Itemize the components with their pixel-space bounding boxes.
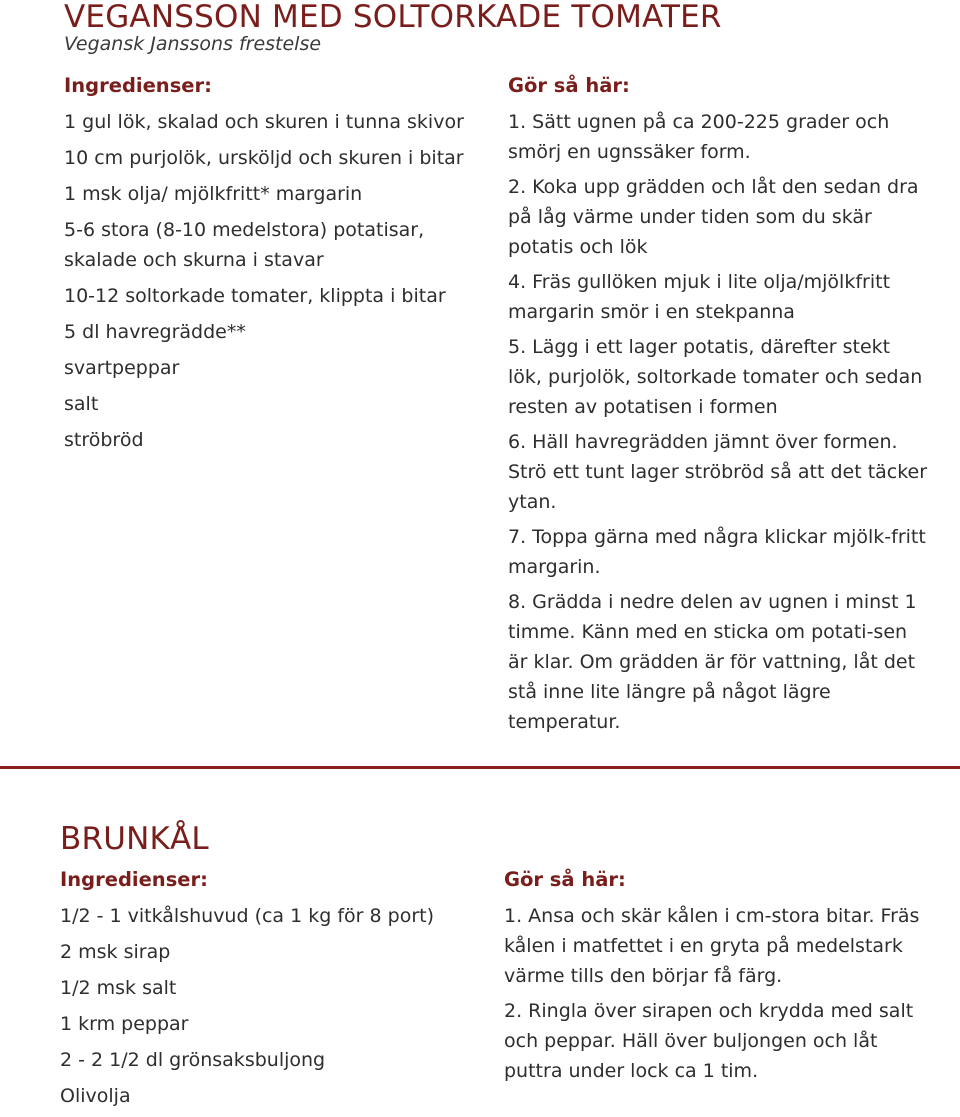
ingredient-item: svartpeppar bbox=[64, 357, 180, 379]
ingredients-list bbox=[60, 901, 480, 1117]
step-item: 5. Lägg i ett lager potatis, därefter stekt lök, purjolök, soltorkade tomater och sedan resten av potatisen i formen bbox=[508, 336, 923, 418]
ingredient-item: 5-6 stora (8-10 medelstora) potatisar, skalade och skurna i stavar bbox=[64, 219, 425, 271]
step-item: 7. Toppa gärna med några klickar mjölk-fritt margarin. bbox=[508, 526, 926, 578]
ingredient-item: 1 gul lök, skalad och skuren i tunna skivor bbox=[64, 111, 464, 133]
steps-list bbox=[504, 901, 924, 1091]
ingredient-item: 10 cm purjolök, ursköljd och skuren i bitar bbox=[64, 147, 464, 169]
recipe-subtitle: Vegansk Janssons frestelse bbox=[64, 33, 322, 55]
ingredient-item: 2 msk sirap bbox=[60, 941, 171, 963]
step-item: 2. Ringla över sirapen och krydda med salt och peppar. Häll över buljongen och låt puttra under lock ca 1 tim. bbox=[504, 1000, 914, 1082]
step-item: 6. Häll havregrädden jämnt över formen. Strö ett tunt lager ströbröd så att det täcker ytan. bbox=[508, 431, 928, 513]
step-item: 4. Fräs gullöken mjuk i lite olja/mjölkfritt margarin smör i en stekpanna bbox=[508, 271, 891, 323]
ingredients-list bbox=[64, 107, 464, 461]
section-divider bbox=[0, 766, 960, 769]
ingredients-heading: Ingredienser: bbox=[64, 74, 212, 97]
ingredient-item: 2 - 2 1/2 dl grönsaksbuljong bbox=[60, 1049, 326, 1071]
step-item: 1. Ansa och skär kålen i cm-stora bitar. Fräs kålen i matfettet i en gryta på medelstark värme tills den börjar få färg. bbox=[504, 905, 920, 987]
step-item: 1. Sätt ugnen på ca 200-225 grader och smörj en ugnssäker form. bbox=[508, 111, 890, 163]
ingredients-heading: Ingredienser: bbox=[60, 868, 208, 891]
ingredient-item: 1 msk olja/ mjölkfritt* margarin bbox=[64, 183, 363, 205]
recipe-title: VEGANSSON MED SOLTORKADE TOMATER bbox=[64, 0, 722, 35]
steps-heading: Gör så här: bbox=[508, 74, 630, 97]
ingredient-item: Olivolja bbox=[60, 1085, 131, 1107]
ingredient-item: salt bbox=[64, 393, 99, 415]
step-item: 8. Grädda i nedre delen av ugnen i minst 1 timme. Känn med en sticka om potati-sen är klar. Om grädden är för vattning, låt det stå inne lite längre på något lägre temperatur. bbox=[508, 591, 917, 733]
steps-list bbox=[508, 107, 928, 742]
ingredient-item: 10-12 soltorkade tomater, klippta i bitar bbox=[64, 285, 446, 307]
recipe-title: BRUNKÅL bbox=[60, 821, 209, 857]
ingredient-item: 1/2 - 1 vitkålshuvud (ca 1 kg för 8 port) bbox=[60, 905, 434, 927]
step-item: 2. Koka upp grädden och låt den sedan dra på låg värme under tiden som du skär potatis och lök bbox=[508, 176, 919, 258]
ingredient-item: ströbröd bbox=[64, 429, 144, 451]
steps-heading: Gör så här: bbox=[504, 868, 626, 891]
ingredient-item: 1/2 msk salt bbox=[60, 977, 177, 999]
ingredient-item: 5 dl havregrädde** bbox=[64, 321, 246, 343]
ingredient-item: 1 krm peppar bbox=[60, 1013, 189, 1035]
